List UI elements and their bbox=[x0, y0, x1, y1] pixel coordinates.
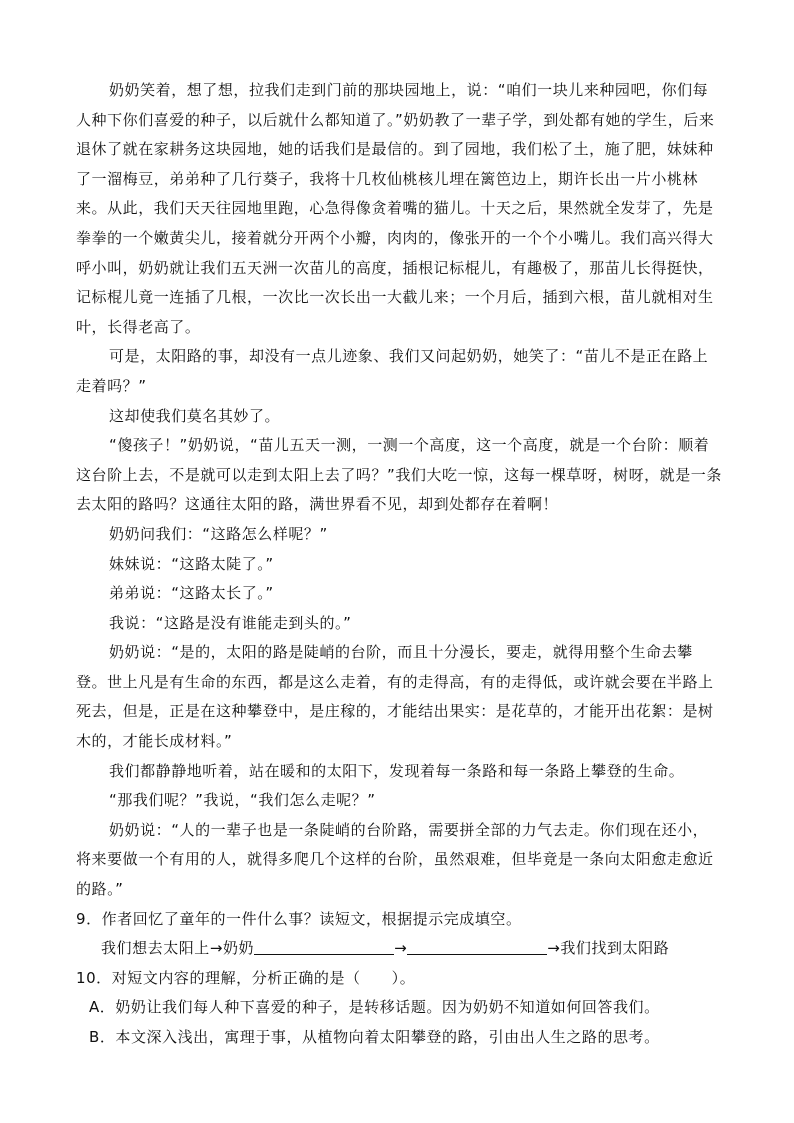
passage-paragraph: 奶奶说：“人的一辈子也是一条陡峭的台阶路，需要拼全部的力气去走。你们现在还小，将来要做一个有用的人，就得多爬几个这样的台阶，虽然艰难，但毕竟是一条向太阳愈走愈近的路。” bbox=[76, 820, 714, 899]
passage-paragraph: “那我们呢？”我说，“我们怎么走呢？” bbox=[109, 791, 376, 810]
passage-paragraph: 我说：“这路是没有谁能走到头的。” bbox=[109, 613, 352, 632]
passage-paragraph: 这却使我们莫名其妙了。 bbox=[109, 406, 281, 425]
passage-paragraph: 可是，太阳路的事，却没有一点儿迹象、我们又问起奶奶，她笑了：“苗儿不是正在路上走着吗？” bbox=[76, 347, 709, 395]
question-10-stem: 10．对短文内容的理解，分析正确的是（ ）。 bbox=[76, 968, 416, 987]
fill-arrow: → bbox=[394, 939, 408, 958]
question-9-fill bbox=[76, 934, 722, 964]
option-b: B．本文深入浅出，寓理于事，从植物向着太阳攀登的路，引由出人生之路的思考。 bbox=[89, 1028, 660, 1046]
passage-paragraph: 我们都静静地听着，站在暖和的太阳下，发现着每一条路和每一条路上攀登的生命。 bbox=[109, 761, 685, 780]
document-body bbox=[76, 76, 722, 1053]
fill-start-text: 我们想去太阳上→奶奶 bbox=[101, 939, 255, 958]
fill-end-text: →我们找到太阳路 bbox=[547, 939, 670, 958]
passage-paragraph: 奶奶问我们：“这路怎么样呢？” bbox=[109, 524, 328, 543]
passage-paragraph: 妹妹说：“这路太陡了。” bbox=[109, 554, 274, 573]
answer-blank-2[interactable] bbox=[407, 938, 547, 955]
passage-paragraph: “傻孩子！”奶奶说，“苗儿五天一测，一测一个高度，这一个高度，就是一个台阶：顺着这台阶上去，不是就可以走到太阳上去了吗？”我们大吃一惊，这每一棵草呀，树呀，就是一条去太阳的路吗？这通往太阳的路，满世界看不见，却到处都存在着啊！ bbox=[76, 436, 722, 514]
passage-paragraph: 奶奶说：“是的，太阳的路是陡峭的台阶，而且十分漫长，要走，就得用整个生命去攀登。世上凡是有生命的东西，都是这么走着，有的走得高，有的走得低，或许就会要在半路上死去，但是，正是在这种攀登中，是庄稼的，才能结出果实：是花草的，才能开出花絮：是树木的，才能长成材料。” bbox=[76, 643, 714, 751]
passage-paragraph: 弟弟说：“这路太长了。” bbox=[109, 584, 274, 603]
passage-paragraph: 奶奶笑着，想了想，拉我们走到门前的那块园地上，说：“咱们一块儿来种园吧，你们每人种下你们喜爱的种子，以后就什么都知道了。”奶奶教了一辈子学，到处都有她的学生，后来退休了就在家耕务这块园地，她的话我们是最信的。到了园地，我们松了土，施了肥，妹妹种了一溜梅豆，弟弟种了几行葵子，我将十几枚仙桃核儿埋在篱笆边上，期许长出一片小桃林来。从此，我们天天往园地里跑，心急得像贪着嘴的猫儿。十天之后，果然就全发芽了，先是拳拳的一个嫩黄尖儿，接着就分开两个小瓣，肉肉的，像张开的一个个小嘴儿。我们高兴得大呼小叫，奶奶就让我们五天洲一次苗儿的高度，插根记标棍儿，有趣极了，那苗儿长得挺快，记标棍儿竟一连插了几根，一次比一次长出一大截儿来；一个月后，插到六根，苗儿就相对生叶，长得老高了。 bbox=[76, 81, 715, 336]
option-a: A．奶奶让我们每人种下喜爱的种子，是转移话题。因为奶奶不知道如何回答我们。 bbox=[89, 998, 660, 1017]
answer-blank-1[interactable] bbox=[254, 938, 394, 955]
question-9-stem: 9．作者回忆了童年的一件什么事？读短文，根据提示完成填空。 bbox=[76, 909, 522, 928]
